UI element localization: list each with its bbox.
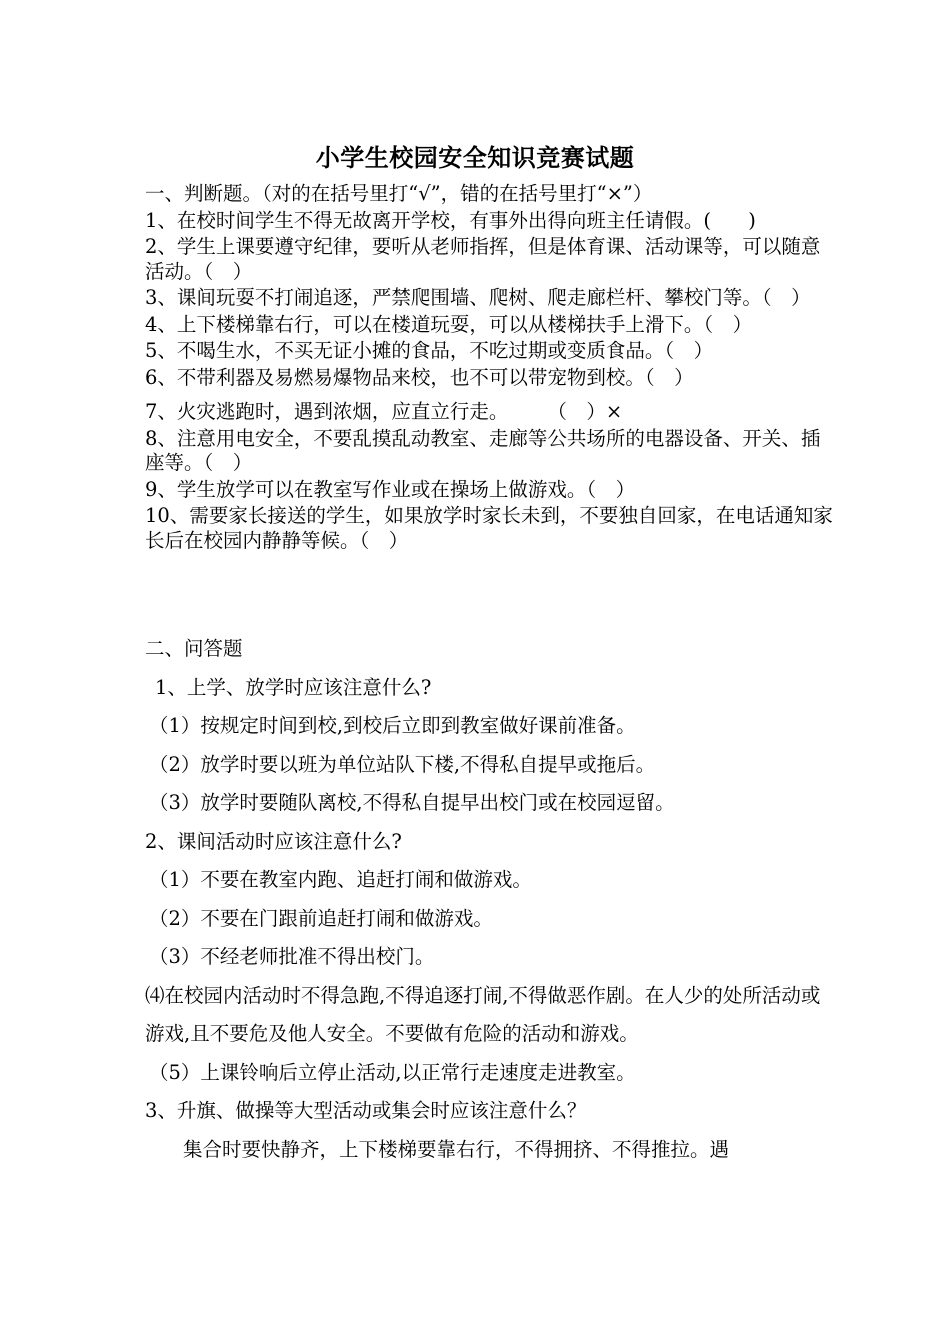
qa-answer-1-3: （3）放学时要随队离校,不得私自提早出校门或在校园逗留。	[149, 791, 675, 814]
judgment-question-1: 1、在校时间学生不得无故离开学校，有事外出得向班主任请假。( )	[145, 208, 756, 232]
qa-answer-2-2: （2）不要在门跟前追赶打闹和做游戏。	[149, 906, 493, 930]
judgment-question-2: 2、学生上课要遵守纪律，要听从老师指挥，但是体育课、活动课等，可以随意活动。（ ）	[145, 235, 821, 283]
qa-heading: 二、问答题	[145, 637, 243, 660]
qa-answer-2-4: ⑷在校园内活动时不得急跑,不得追逐打闹,不得做恶作剧。在人少的处所活动或游戏,且不要危及他人安全。不要做有危险的活动和游戏。	[145, 983, 821, 1045]
qa-answer-1-1: （1）按规定时间到校,到校后立即到教室做好课前准备。	[149, 714, 636, 737]
judgment-question-3: 3、课间玩耍不打闹追逐，严禁爬围墙、爬树、爬走廊栏杆、攀校门等。（ ）	[145, 286, 811, 309]
judgment-question-9: 9、学生放学可以在教室写作业或在操场上做游戏。（ ）	[145, 477, 636, 501]
judgment-question-7: 7、火灾逃跑时，遇到浓烟，应直立行走。 （ ）×	[145, 400, 623, 423]
qa-section	[145, 630, 835, 1169]
qa-answer-2-5: （5）上课铃响后立停止活动,以正常行走速度走进教室。	[149, 1060, 636, 1084]
qa-answer-3-1: 集合时要快静齐，上下楼梯要靠右行，不得拥挤、不得推拉。遇	[183, 1137, 730, 1161]
judgment-heading: 一、判断题。（对的在括号里打“√”，错的在括号里打“×”）	[145, 182, 653, 205]
document-title: 小学生校园安全知识竞赛试题	[315, 143, 635, 172]
judgment-question-8: 8、注意用电安全，不要乱摸乱动教室、走廊等公共场所的电器设备、开关、插座等。（ ）	[145, 426, 821, 474]
judgment-question-4: 4、上下楼梯靠右行，可以在楼道玩耍，可以从楼梯扶手上滑下。（ ）	[145, 312, 753, 336]
qa-question-1: 1、上学、放学时应该注意什么?	[155, 675, 432, 699]
qa-answer-2-1: （1）不要在教室内跑、追赶打闹和做游戏。	[149, 868, 532, 891]
judgment-question-10: 10、需要家长接送的学生，如果放学时家长未到，不要独自回家，在电话通知家长后在校园内静静等候。（ ）	[145, 504, 833, 552]
qa-question-2: 2、课间活动时应该注意什么?	[145, 829, 402, 853]
judgment-section	[145, 182, 835, 555]
qa-question-3: 3、升旗、做操等大型活动或集会时应该注意什么？	[145, 1099, 587, 1122]
qa-answer-1-2: （2）放学时要以班为单位站队下楼,不得私自提早或拖后。	[149, 752, 656, 776]
qa-answer-2-3: （3）不经老师批准不得出校门。	[149, 945, 435, 968]
judgment-question-5: 5、不喝生水，不买无证小摊的食品，不吃过期或变质食品。（ ）	[145, 339, 714, 362]
judgment-question-6: 6、不带利器及易燃易爆物品来校，也不可以带宠物到校。（ ）	[145, 365, 694, 389]
